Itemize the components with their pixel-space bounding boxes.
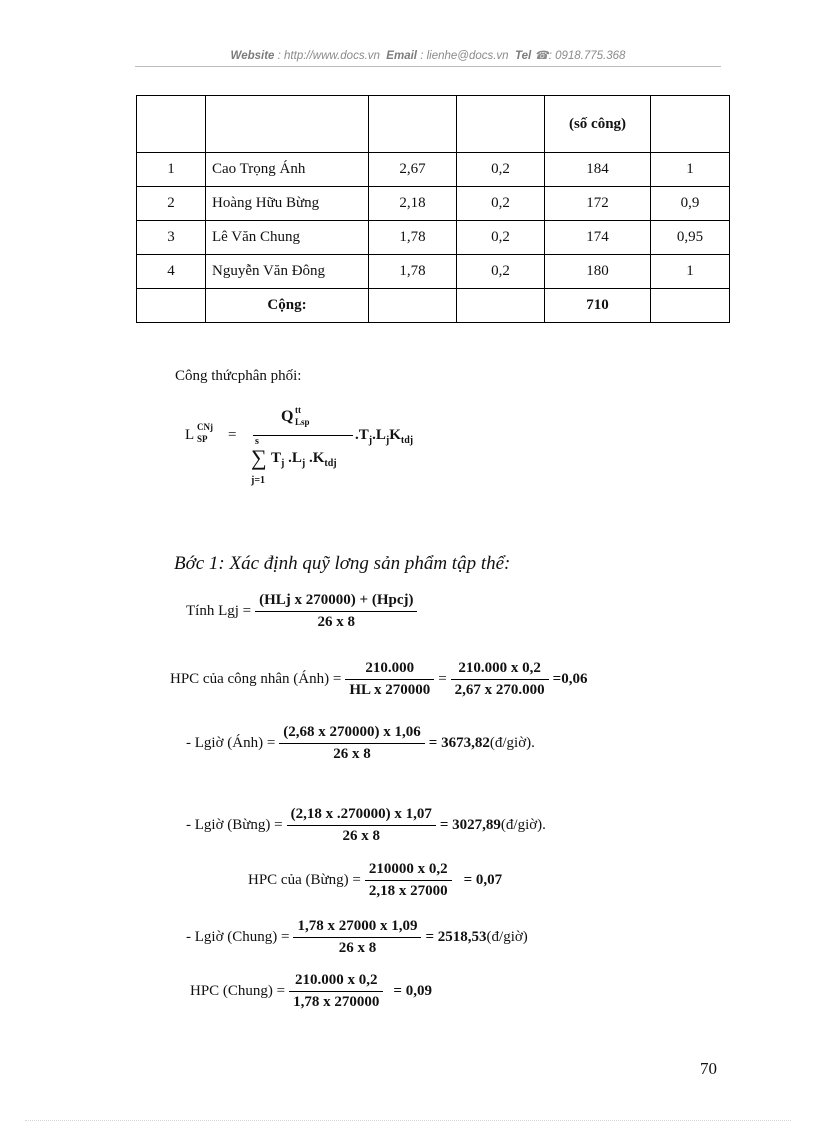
total-label: Cộng:	[206, 289, 369, 323]
lgio-anh-result: = 3673,82	[428, 735, 490, 751]
cell-stt: 2	[137, 187, 206, 221]
cell-name: Lê Văn Chung	[206, 221, 369, 255]
lgio-bung-formula: - Lgiờ (Bừng) = (2,18 x .270000) x 1,07 26 x 8 = 3027,89 (đ/giờ).	[186, 806, 546, 844]
cell-name: Cao Trọng Ánh	[206, 153, 369, 187]
table-row	[137, 153, 730, 187]
sum-bottom: j=1	[251, 475, 266, 486]
formula-num: Q	[281, 408, 294, 425]
fraction-bar	[253, 435, 353, 436]
lgio-chung-label: - Lgiờ (Chung) =	[186, 929, 290, 945]
lgj-denominator: 26 x 8	[317, 614, 356, 630]
sigma-symbol: ∑	[251, 445, 267, 470]
header-divider	[135, 66, 721, 67]
page-header	[135, 48, 721, 62]
cell-hl: 2,67	[369, 153, 457, 187]
cell-name: Nguyễn Văn Đông	[206, 255, 369, 289]
step1-heading: Bớc 1: Xác định quỹ lơng sản phẩm tập thể:	[174, 553, 511, 574]
cell-stt: 1	[137, 153, 206, 187]
cell-cong: 172	[545, 187, 651, 221]
formula-num-sub: Lsp	[295, 417, 310, 427]
lgio-anh-label: - Lgiờ (Ánh) =	[186, 735, 276, 751]
formula-lhs: L	[185, 427, 195, 443]
hpc-bung-result: = 0,07	[463, 872, 503, 888]
hpc-bung-label: HPC của (Bừng) =	[248, 872, 361, 888]
cell-hl: 1,78	[369, 221, 457, 255]
cell-hpc: 0,2	[457, 221, 545, 255]
cell-k: 0,95	[651, 221, 730, 255]
cell-hpc: 0,2	[457, 187, 545, 221]
website-label: Website	[230, 50, 275, 62]
total-value: 710	[545, 289, 651, 323]
email-value[interactable]: : lienhe@docs.vn	[420, 50, 509, 62]
cell-hl: 1,78	[369, 255, 457, 289]
phone-icon: ☎	[534, 50, 549, 62]
cell-name: Hoàng Hữu Bừng	[206, 187, 369, 221]
formula-den: T	[271, 450, 282, 466]
cell-stt: 4	[137, 255, 206, 289]
lgio-anh-formula: - Lgiờ (Ánh) = (2,68 x 270000) x 1,06 26 x 8 = 3673,82 (đ/giờ).	[186, 724, 535, 762]
table-row	[137, 255, 730, 289]
table-header-row	[137, 96, 730, 153]
header-cell-cong: (số công)	[545, 96, 651, 153]
cell-k: 1	[651, 153, 730, 187]
lgj-formula	[186, 592, 421, 631]
hpc-anh-label: HPC của công nhân (Ánh) =	[170, 671, 342, 687]
lgio-chung-formula: - Lgiờ (Chung) = 1,78 x 27000 x 1,09 26 x 8 = 2518,53 (đ/giờ)	[186, 918, 528, 956]
formula-lhs-sub: SP	[197, 434, 208, 444]
lgio-bung-result: = 3027,89	[439, 817, 501, 833]
cell-cong: 174	[545, 221, 651, 255]
formula-num-sup: tt	[295, 405, 301, 415]
cell-cong: 180	[545, 255, 651, 289]
hpc-anh-formula: HPC của công nhân (Ánh) = 210.000 HL x 270000 = 210.000 x 0,2 2,67 x 270.000 =0,06	[170, 660, 588, 698]
cell-stt: 3	[137, 221, 206, 255]
page-number: 70	[700, 1059, 717, 1078]
tel-label: Tel	[514, 50, 532, 62]
formula-intro: Công thứcphân phối:	[175, 368, 302, 384]
website-url[interactable]: : http://www.docs.vn	[277, 50, 380, 62]
table-total-row	[137, 289, 730, 323]
cell-hpc: 0,2	[457, 255, 545, 289]
table-row	[137, 221, 730, 255]
hpc-anh-result: =0,06	[552, 671, 588, 687]
hpc-bung-formula: HPC của (Bừng) = 210000 x 0,2 2,18 x 27000 = 0,07	[248, 861, 503, 899]
cell-k: 1	[651, 255, 730, 289]
email-label: Email	[386, 50, 417, 62]
footer-divider	[25, 1120, 791, 1121]
labor-table	[136, 95, 730, 323]
lgio-bung-label: - Lgiờ (Bừng) =	[186, 817, 283, 833]
cell-hpc: 0,2	[457, 153, 545, 187]
hpc-chung-label: HPC (Chung) =	[190, 983, 286, 999]
cell-k: 0,9	[651, 187, 730, 221]
tel-value: : 0918.775.368	[548, 50, 626, 62]
sum-top: s	[255, 436, 259, 447]
lgj-label: Tính Lgj =	[186, 603, 252, 619]
cell-cong: 184	[545, 153, 651, 187]
formula-tail: .T	[355, 427, 369, 443]
formula-lhs-sup: CNj	[197, 422, 213, 432]
cell-hl: 2,18	[369, 187, 457, 221]
lgj-numerator: (HLj x 270000) + (Hpcj)	[259, 592, 414, 608]
main-formula: L CNj SP = Q tt Lsp $.T_j.L_jK_{tdj}$ s ∑ j=1 $T_j$ $.L_j$ $.K_{tdj}$	[185, 405, 414, 486]
hpc-chung-result: = 0,09	[393, 983, 432, 999]
lgio-chung-result: = 2518,53	[425, 929, 487, 945]
hpc-chung-formula: HPC (Chung) = 210.000 x 0,2 1,78 x 270000 = 0,09	[190, 972, 432, 1010]
table-row	[137, 187, 730, 221]
